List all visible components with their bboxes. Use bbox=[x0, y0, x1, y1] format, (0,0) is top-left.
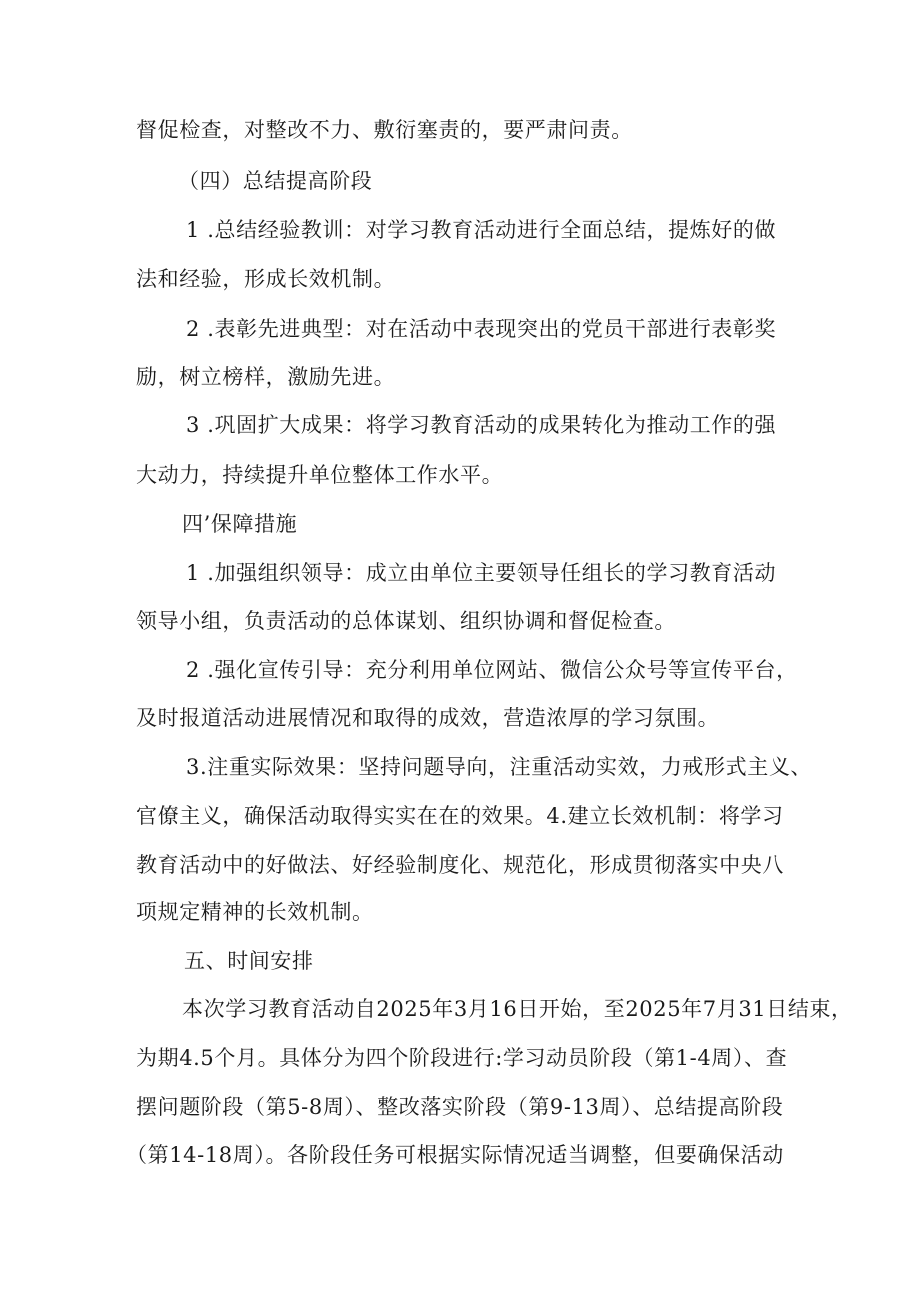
text-line: 2 .强化宣传引导：充分利用单位网站、微信公众号等宣传平台， bbox=[186, 658, 798, 682]
text-line: 2 .表彰先进典型：对在活动中表现突出的党员干部进行表彰奖 bbox=[186, 317, 777, 341]
text-line: 3.注重实际效果：坚持问题导向，注重活动实效，力戒形式主义、 bbox=[186, 755, 813, 779]
text-line: 3 .巩固扩大成果：将学习教育活动的成果转化为推动工作的强 bbox=[186, 413, 777, 437]
text-line: 励，树立榜样，激励先进。 bbox=[136, 365, 396, 389]
text-line: 督促检查，对整改不力、敷衍塞责的，要严肃问责。 bbox=[136, 118, 633, 142]
text-line: 大动力，持续提升单位整体工作水平。 bbox=[136, 463, 504, 487]
text-line: 为期4.5个月。具体分为四个阶段进行:学习动员阶段（第1-4周）、查 bbox=[136, 1046, 788, 1070]
text-line: 项规定精神的长效机制。 bbox=[136, 900, 374, 924]
text-line: 1 .总结经验教训：对学习教育活动进行全面总结，提炼好的做 bbox=[186, 218, 777, 242]
section-heading: 四’保障措施 bbox=[182, 512, 298, 536]
text-line: 1 .加强组织领导：成立由单位主要领导任组长的学习教育活动 bbox=[186, 561, 777, 585]
text-line: （第14-18周）。各阶段任务可根据实际情况适当调整，但要确保活动 bbox=[126, 1143, 784, 1167]
section-heading: （四）总结提高阶段 bbox=[178, 169, 373, 193]
section-heading: 五、时间安排 bbox=[184, 949, 314, 973]
text-line: 领导小组，负责活动的总体谋划、组织协调和督促检查。 bbox=[136, 609, 676, 633]
text-line: 法和经验，形成长效机制。 bbox=[136, 267, 396, 291]
text-line: 教育活动中的好做法、好经验制度化、规范化，形成贯彻落实中央八 bbox=[136, 853, 784, 877]
text-line: 官僚主义，确保活动取得实实在在的效果。4.建立长效机制：将学习 bbox=[136, 804, 784, 828]
text-line: 本次学习教育活动自2025年3月16日开始，至2025年7月31日结束， bbox=[182, 997, 853, 1021]
text-line: 摆问题阶段（第5-8周）、整改落实阶段（第9-13周）、总结提高阶段 bbox=[136, 1095, 784, 1119]
text-line: 及时报道活动进展情况和取得的成效，营造浓厚的学习氛围。 bbox=[136, 706, 720, 730]
